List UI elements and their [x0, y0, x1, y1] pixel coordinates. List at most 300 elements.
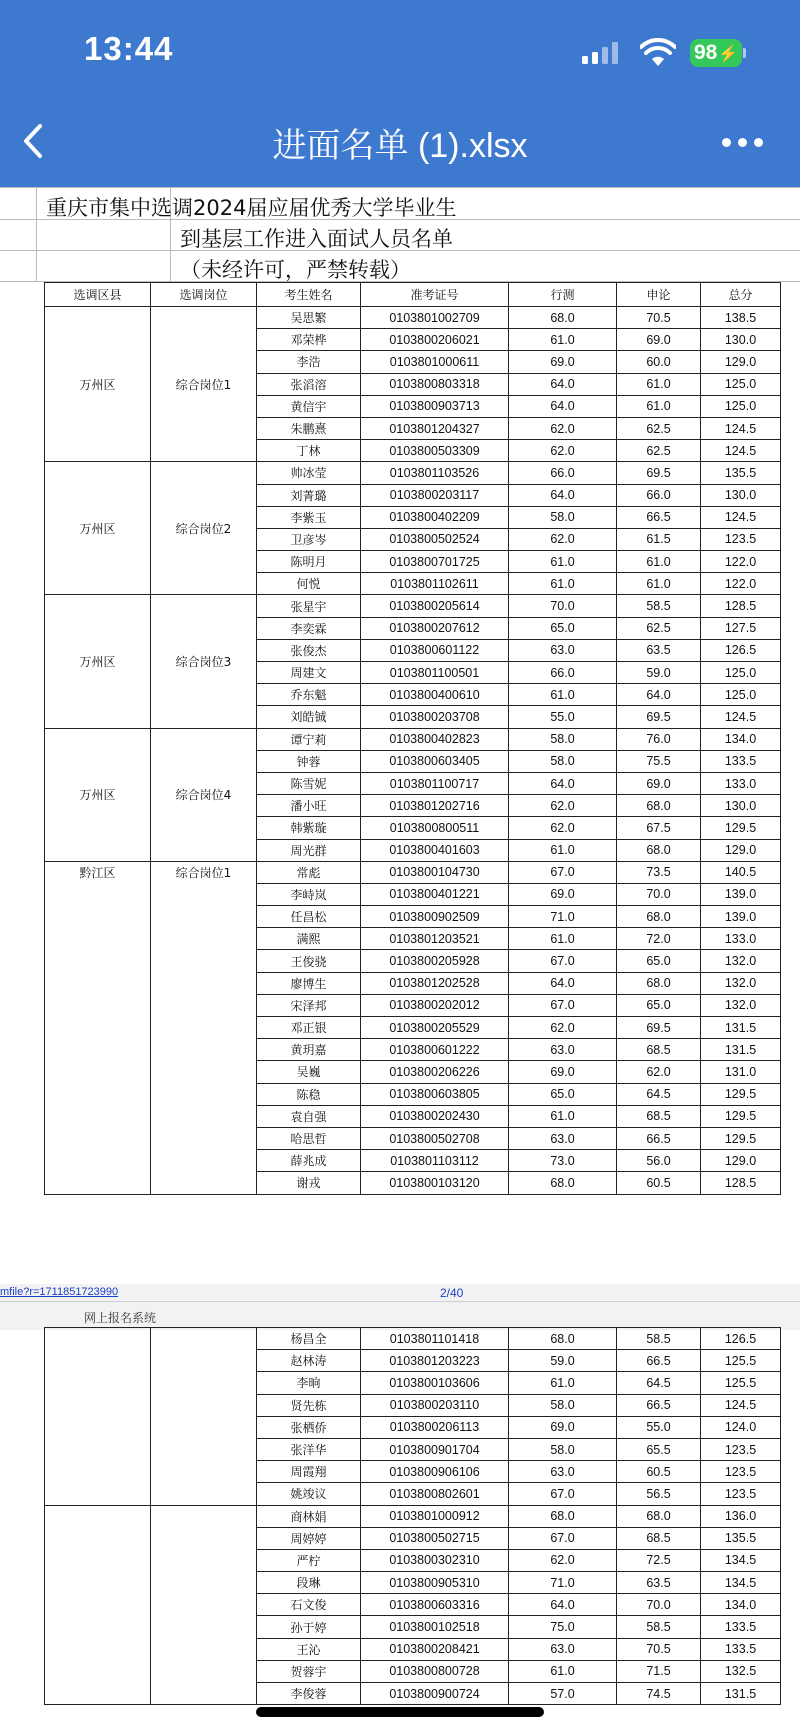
shenlun-score-cell: 66.5: [617, 1350, 701, 1372]
shenlun-score-cell: 66.5: [617, 506, 701, 528]
candidate-name-cell: 帅冰莹: [257, 462, 361, 484]
total-score-cell: 125.5: [701, 1350, 781, 1372]
total-score-cell: 129.0: [701, 351, 781, 373]
divider: [36, 187, 37, 282]
candidate-name-cell: 韩紫璇: [257, 817, 361, 839]
shenlun-score-cell: 63.5: [617, 639, 701, 661]
exam-id-cell: 0103800906106: [361, 1461, 509, 1483]
shenlun-score-cell: 68.5: [617, 1105, 701, 1127]
column-header-exam-id: 准考证号: [361, 283, 509, 307]
shenlun-score-cell: 68.0: [617, 839, 701, 861]
total-score-cell: 129.5: [701, 817, 781, 839]
position-cell: [151, 1505, 257, 1705]
exam-id-cell: 0103800701725: [361, 551, 509, 573]
total-score-cell: 123.5: [701, 1438, 781, 1460]
total-score-cell: 131.5: [701, 1017, 781, 1039]
shenlun-score-cell: 58.5: [617, 595, 701, 617]
xingce-score-cell: 64.0: [509, 972, 617, 994]
document-title: 进面名单 (1).xlsx: [272, 127, 528, 165]
shenlun-score-cell: 68.0: [617, 906, 701, 928]
exam-id-cell: 0103800205614: [361, 595, 509, 617]
exam-id-cell: 0103800203117: [361, 484, 509, 506]
shenlun-score-cell: 65.5: [617, 1438, 701, 1460]
total-score-cell: 132.0: [701, 994, 781, 1016]
exam-id-cell: 0103800202012: [361, 994, 509, 1016]
shenlun-score-cell: 76.0: [617, 728, 701, 750]
shenlun-score-cell: 66.0: [617, 484, 701, 506]
total-score-cell: 130.0: [701, 329, 781, 351]
exam-id-cell: 0103800502708: [361, 1127, 509, 1149]
total-score-cell: 126.5: [701, 639, 781, 661]
candidate-name-cell: 宋泽邦: [257, 994, 361, 1016]
total-score-cell: 129.5: [701, 1127, 781, 1149]
exam-id-cell: 0103800302310: [361, 1549, 509, 1571]
xingce-score-cell: 55.0: [509, 706, 617, 728]
exam-id-cell: 0103800603805: [361, 1083, 509, 1105]
xingce-score-cell: 68.0: [509, 1328, 617, 1350]
total-score-cell: 133.0: [701, 772, 781, 794]
exam-id-cell: 0103800601222: [361, 1039, 509, 1061]
exam-id-cell: 0103801202528: [361, 972, 509, 994]
exam-id-cell: 0103800202430: [361, 1105, 509, 1127]
xingce-score-cell: 64.0: [509, 373, 617, 395]
divider: [0, 187, 800, 188]
total-score-cell: 123.5: [701, 1483, 781, 1505]
shenlun-score-cell: 74.5: [617, 1683, 701, 1705]
candidate-name-cell: 周光群: [257, 839, 361, 861]
shenlun-score-cell: 68.0: [617, 972, 701, 994]
xingce-score-cell: 61.0: [509, 928, 617, 950]
xingce-score-cell: 64.0: [509, 484, 617, 506]
position-cell: 综合岗位2: [151, 462, 257, 595]
total-score-cell: 124.5: [701, 417, 781, 439]
total-score-cell: 134.0: [701, 1594, 781, 1616]
total-score-cell: 139.0: [701, 906, 781, 928]
xingce-score-cell: 67.0: [509, 1527, 617, 1549]
shenlun-score-cell: 67.5: [617, 817, 701, 839]
candidate-name-cell: 廖博生: [257, 972, 361, 994]
district-cell: [45, 1328, 151, 1506]
total-score-cell: 129.0: [701, 839, 781, 861]
footer-url-link[interactable]: mfile?r=1711851723990: [0, 1286, 119, 1298]
xingce-score-cell: 58.0: [509, 1394, 617, 1416]
shenlun-score-cell: 63.5: [617, 1572, 701, 1594]
xingce-score-cell: 62.0: [509, 795, 617, 817]
position-cell: 综合岗位1: [151, 307, 257, 462]
exam-id-cell: 0103800402209: [361, 506, 509, 528]
xingce-score-cell: 58.0: [509, 506, 617, 528]
exam-id-cell: 0103801203223: [361, 1350, 509, 1372]
exam-id-cell: 0103800803318: [361, 373, 509, 395]
exam-id-cell: 0103801204327: [361, 417, 509, 439]
total-score-cell: 122.0: [701, 573, 781, 595]
exam-id-cell: 0103800502715: [361, 1527, 509, 1549]
total-score-cell: 125.0: [701, 684, 781, 706]
candidate-name-cell: 贺蓉宇: [257, 1660, 361, 1682]
xingce-score-cell: 62.0: [509, 1017, 617, 1039]
battery-icon: [690, 39, 742, 67]
shenlun-score-cell: 60.5: [617, 1172, 701, 1194]
more-dots-icon[interactable]: [718, 128, 768, 158]
candidate-name-cell: 张滔溶: [257, 373, 361, 395]
total-score-cell: 124.5: [701, 440, 781, 462]
district-cell: 黔江区: [45, 861, 151, 1194]
candidate-name-cell: 丁林: [257, 440, 361, 462]
exam-id-cell: 0103800206113: [361, 1416, 509, 1438]
total-score-cell: 124.5: [701, 506, 781, 528]
candidate-name-cell: 贤先栋: [257, 1394, 361, 1416]
shenlun-score-cell: 66.5: [617, 1394, 701, 1416]
total-score-cell: 132.0: [701, 950, 781, 972]
candidate-name-cell: 李浩: [257, 351, 361, 373]
candidate-name-cell: 邓荣桦: [257, 329, 361, 351]
candidate-name-cell: 严柠: [257, 1549, 361, 1571]
total-score-cell: 140.5: [701, 861, 781, 883]
shenlun-score-cell: 69.0: [617, 329, 701, 351]
xingce-score-cell: 61.0: [509, 1660, 617, 1682]
shenlun-score-cell: 59.0: [617, 662, 701, 684]
candidate-name-cell: 陈明月: [257, 551, 361, 573]
exam-id-cell: 0103800903713: [361, 395, 509, 417]
xingce-score-cell: 73.0: [509, 1150, 617, 1172]
total-score-cell: 124.5: [701, 1394, 781, 1416]
district-cell: 万州区: [45, 462, 151, 595]
total-score-cell: 122.0: [701, 551, 781, 573]
total-score-cell: 125.0: [701, 373, 781, 395]
xingce-score-cell: 68.0: [509, 1505, 617, 1527]
candidate-name-cell: 黄信宇: [257, 395, 361, 417]
table-row: [45, 728, 781, 750]
shenlun-score-cell: 55.0: [617, 1416, 701, 1438]
xingce-score-cell: 63.0: [509, 1127, 617, 1149]
shenlun-score-cell: 65.0: [617, 950, 701, 972]
exam-id-cell: 0103800402823: [361, 728, 509, 750]
shenlun-score-cell: 73.5: [617, 861, 701, 883]
xingce-score-cell: 67.0: [509, 1483, 617, 1505]
exam-id-cell: 0103800603405: [361, 750, 509, 772]
battery-level: 98: [694, 41, 718, 64]
shenlun-score-cell: 56.5: [617, 1483, 701, 1505]
exam-id-cell: 0103800902509: [361, 906, 509, 928]
candidate-name-cell: 吴思繁: [257, 307, 361, 329]
xingce-score-cell: 61.0: [509, 1105, 617, 1127]
shenlun-score-cell: 69.5: [617, 706, 701, 728]
district-cell: [45, 1505, 151, 1705]
shenlun-score-cell: 69.5: [617, 462, 701, 484]
charging-bolt-icon: ⚡: [718, 46, 739, 63]
xingce-score-cell: 67.0: [509, 950, 617, 972]
candidate-name-cell: 黄玥嘉: [257, 1039, 361, 1061]
shenlun-score-cell: 66.5: [617, 1127, 701, 1149]
exam-id-cell: 0103800208421: [361, 1638, 509, 1660]
exam-id-cell: 0103800103120: [361, 1172, 509, 1194]
exam-id-cell: 0103800401603: [361, 839, 509, 861]
candidate-name-cell: 李奕霖: [257, 617, 361, 639]
column-header-district: 选调区县: [45, 283, 151, 307]
candidate-name-cell: 钟蓉: [257, 750, 361, 772]
shenlun-score-cell: 72.0: [617, 928, 701, 950]
xingce-score-cell: 59.0: [509, 1350, 617, 1372]
exam-id-cell: 0103800206226: [361, 1061, 509, 1083]
exam-id-cell: 0103800103606: [361, 1372, 509, 1394]
exam-id-cell: 0103800203708: [361, 706, 509, 728]
candidate-name-cell: 陈稳: [257, 1083, 361, 1105]
candidate-name-cell: 李峙岚: [257, 883, 361, 905]
total-score-cell: 129.5: [701, 1083, 781, 1105]
xingce-score-cell: 62.0: [509, 528, 617, 550]
exam-id-cell: 0103800206021: [361, 329, 509, 351]
shenlun-score-cell: 64.5: [617, 1372, 701, 1394]
shenlun-score-cell: 61.0: [617, 373, 701, 395]
table-header-row: [45, 283, 781, 307]
candidate-name-cell: 薛兆成: [257, 1150, 361, 1172]
district-cell: 万州区: [45, 728, 151, 861]
shenlun-score-cell: 62.0: [617, 1061, 701, 1083]
candidate-name-cell: 谭宁莉: [257, 728, 361, 750]
shenlun-score-cell: 68.5: [617, 1527, 701, 1549]
battery-cap: [743, 48, 746, 58]
column-header-name: 考生姓名: [257, 283, 361, 307]
exam-id-cell: 0103801100717: [361, 772, 509, 794]
exam-id-cell: 0103800601122: [361, 639, 509, 661]
exam-id-cell: 0103801102611: [361, 573, 509, 595]
total-score-cell: 133.5: [701, 1638, 781, 1660]
xingce-score-cell: 69.0: [509, 1416, 617, 1438]
shenlun-score-cell: 68.0: [617, 795, 701, 817]
candidate-name-cell: 邓正银: [257, 1017, 361, 1039]
candidate-name-cell: 李晌: [257, 1372, 361, 1394]
xingce-score-cell: 61.0: [509, 573, 617, 595]
candidate-name-cell: 朱鹏熹: [257, 417, 361, 439]
candidate-name-cell: 卫彦岑: [257, 528, 361, 550]
total-score-cell: 131.0: [701, 1061, 781, 1083]
total-score-cell: 129.5: [701, 1105, 781, 1127]
column-header-shenlun: 申论: [617, 283, 701, 307]
shenlun-score-cell: 60.5: [617, 1461, 701, 1483]
candidate-name-cell: 潘小旺: [257, 795, 361, 817]
shenlun-score-cell: 61.5: [617, 528, 701, 550]
xingce-score-cell: 63.0: [509, 639, 617, 661]
candidate-name-cell: 姚竣议: [257, 1483, 361, 1505]
shenlun-score-cell: 69.5: [617, 1017, 701, 1039]
exam-id-cell: 0103800802601: [361, 1483, 509, 1505]
candidate-name-cell: 谢戎: [257, 1172, 361, 1194]
exam-id-cell: 0103801203521: [361, 928, 509, 950]
status-time: 13:44: [84, 30, 174, 67]
xingce-score-cell: 66.0: [509, 462, 617, 484]
exam-id-cell: 0103800203110: [361, 1394, 509, 1416]
exam-id-cell: 0103800207612: [361, 617, 509, 639]
district-cell: 万州区: [45, 307, 151, 462]
candidate-name-cell: 李紫玉: [257, 506, 361, 528]
shenlun-score-cell: 69.0: [617, 772, 701, 794]
wifi-icon: [640, 38, 676, 68]
chevron-left-icon[interactable]: [14, 120, 54, 162]
column-header-position: 选调岗位: [151, 283, 257, 307]
xingce-score-cell: 63.0: [509, 1638, 617, 1660]
candidate-name-cell: 王沁: [257, 1638, 361, 1660]
sheet-title-line-1: 重庆市集中选调2024届应届优秀大学毕业生: [46, 196, 457, 220]
candidate-name-cell: 满熙: [257, 928, 361, 950]
candidate-name-cell: 乔东魁: [257, 684, 361, 706]
candidate-name-cell: 任昌松: [257, 906, 361, 928]
xingce-score-cell: 61.0: [509, 684, 617, 706]
total-score-cell: 133.0: [701, 928, 781, 950]
xingce-score-cell: 64.0: [509, 395, 617, 417]
shenlun-score-cell: 58.5: [617, 1616, 701, 1638]
total-score-cell: 132.5: [701, 1660, 781, 1682]
exam-id-cell: 0103801002709: [361, 307, 509, 329]
total-score-cell: 130.0: [701, 484, 781, 506]
xingce-score-cell: 64.0: [509, 772, 617, 794]
top-bar: [0, 0, 800, 187]
results-table-page-2: [44, 1327, 781, 1705]
total-score-cell: 123.5: [701, 1461, 781, 1483]
exam-id-cell: 0103800205529: [361, 1017, 509, 1039]
shenlun-score-cell: 70.0: [617, 1594, 701, 1616]
xingce-score-cell: 63.0: [509, 1039, 617, 1061]
shenlun-score-cell: 64.0: [617, 684, 701, 706]
total-score-cell: 132.0: [701, 972, 781, 994]
sheet-title-line-3: （未经许可，严禁转载）: [180, 258, 411, 282]
shenlun-score-cell: 56.0: [617, 1150, 701, 1172]
candidate-name-cell: 何悦: [257, 573, 361, 595]
shenlun-score-cell: 64.5: [617, 1083, 701, 1105]
total-score-cell: 135.5: [701, 462, 781, 484]
shenlun-score-cell: 70.0: [617, 883, 701, 905]
total-score-cell: 138.5: [701, 307, 781, 329]
xingce-score-cell: 57.0: [509, 1683, 617, 1705]
exam-id-cell: 0103801103526: [361, 462, 509, 484]
exam-id-cell: 0103800800728: [361, 1660, 509, 1682]
xingce-score-cell: 69.0: [509, 1061, 617, 1083]
xingce-score-cell: 68.0: [509, 307, 617, 329]
xingce-score-cell: 69.0: [509, 883, 617, 905]
xingce-score-cell: 75.0: [509, 1616, 617, 1638]
xingce-score-cell: 62.0: [509, 440, 617, 462]
xingce-score-cell: 71.0: [509, 1572, 617, 1594]
total-score-cell: 129.0: [701, 1150, 781, 1172]
candidate-name-cell: 李俊蓉: [257, 1683, 361, 1705]
candidate-name-cell: 张星宇: [257, 595, 361, 617]
exam-id-cell: 0103800205928: [361, 950, 509, 972]
shenlun-score-cell: 71.5: [617, 1660, 701, 1682]
candidate-name-cell: 段琳: [257, 1572, 361, 1594]
exam-id-cell: 0103800401221: [361, 883, 509, 905]
column-header-xingce: 行测: [509, 283, 617, 307]
total-score-cell: 134.5: [701, 1549, 781, 1571]
exam-id-cell: 0103800503309: [361, 440, 509, 462]
position-cell: 综合岗位4: [151, 728, 257, 861]
total-score-cell: 127.5: [701, 617, 781, 639]
candidate-name-cell: 陈雪妮: [257, 772, 361, 794]
table-row: [45, 1505, 781, 1527]
exam-id-cell: 0103800502524: [361, 528, 509, 550]
candidate-name-cell: 商林娟: [257, 1505, 361, 1527]
table-row: [45, 595, 781, 617]
district-cell: 万州区: [45, 595, 151, 728]
xingce-score-cell: 62.0: [509, 817, 617, 839]
total-score-cell: 134.0: [701, 728, 781, 750]
column-header-total: 总分: [701, 283, 781, 307]
candidate-name-cell: 周霞翔: [257, 1461, 361, 1483]
exam-id-cell: 0103801100501: [361, 662, 509, 684]
exam-id-cell: 0103800901704: [361, 1438, 509, 1460]
total-score-cell: 131.5: [701, 1683, 781, 1705]
position-cell: 综合岗位3: [151, 595, 257, 728]
total-score-cell: 128.5: [701, 1172, 781, 1194]
shenlun-score-cell: 62.5: [617, 417, 701, 439]
total-score-cell: 139.0: [701, 883, 781, 905]
total-score-cell: 124.0: [701, 1416, 781, 1438]
results-table-page-1: [44, 282, 781, 1195]
exam-id-cell: 0103801000912: [361, 1505, 509, 1527]
sheet-title-line-2: 到基层工作进入面试人员名单: [180, 227, 453, 251]
xingce-score-cell: 67.0: [509, 994, 617, 1016]
candidate-name-cell: 哈思哲: [257, 1127, 361, 1149]
total-score-cell: 126.5: [701, 1328, 781, 1350]
shenlun-score-cell: 62.5: [617, 440, 701, 462]
xingce-score-cell: 63.0: [509, 1461, 617, 1483]
xingce-score-cell: 69.0: [509, 351, 617, 373]
xingce-score-cell: 70.0: [509, 595, 617, 617]
table-row: [45, 462, 781, 484]
exam-id-cell: 0103801103112: [361, 1150, 509, 1172]
xingce-score-cell: 65.0: [509, 1083, 617, 1105]
xingce-score-cell: 61.0: [509, 839, 617, 861]
exam-id-cell: 0103800104730: [361, 861, 509, 883]
exam-id-cell: 0103800400610: [361, 684, 509, 706]
xingce-score-cell: 71.0: [509, 906, 617, 928]
candidate-name-cell: 刘皓铖: [257, 706, 361, 728]
xingce-score-cell: 58.0: [509, 1438, 617, 1460]
table-body: [45, 307, 781, 1195]
total-score-cell: 131.5: [701, 1039, 781, 1061]
shenlun-score-cell: 60.0: [617, 351, 701, 373]
total-score-cell: 134.5: [701, 1572, 781, 1594]
home-indicator[interactable]: [256, 1707, 544, 1717]
total-score-cell: 135.5: [701, 1527, 781, 1549]
xingce-score-cell: 58.0: [509, 750, 617, 772]
candidate-name-cell: 赵林涛: [257, 1350, 361, 1372]
candidate-name-cell: 杨昌全: [257, 1328, 361, 1350]
page-indicator: 2/40: [440, 1286, 464, 1300]
exam-id-cell: 0103800800511: [361, 817, 509, 839]
candidate-name-cell: 张洋华: [257, 1438, 361, 1460]
shenlun-score-cell: 75.5: [617, 750, 701, 772]
candidate-name-cell: 吴巍: [257, 1061, 361, 1083]
exam-id-cell: 0103801202716: [361, 795, 509, 817]
candidate-name-cell: 常彪: [257, 861, 361, 883]
position-cell: 综合岗位1: [151, 861, 257, 1194]
xingce-score-cell: 62.0: [509, 1549, 617, 1571]
xingce-score-cell: 61.0: [509, 551, 617, 573]
total-score-cell: 125.0: [701, 662, 781, 684]
table-row: [45, 861, 781, 883]
xingce-score-cell: 58.0: [509, 728, 617, 750]
shenlun-score-cell: 70.5: [617, 307, 701, 329]
shenlun-score-cell: 70.5: [617, 1638, 701, 1660]
exam-id-cell: 0103801101418: [361, 1328, 509, 1350]
exam-id-cell: 0103800905310: [361, 1572, 509, 1594]
position-cell: [151, 1328, 257, 1506]
total-score-cell: 133.5: [701, 1616, 781, 1638]
total-score-cell: 128.5: [701, 595, 781, 617]
xingce-score-cell: 62.0: [509, 417, 617, 439]
total-score-cell: 130.0: [701, 795, 781, 817]
candidate-name-cell: 王俊骁: [257, 950, 361, 972]
exam-id-cell: 0103800603316: [361, 1594, 509, 1616]
